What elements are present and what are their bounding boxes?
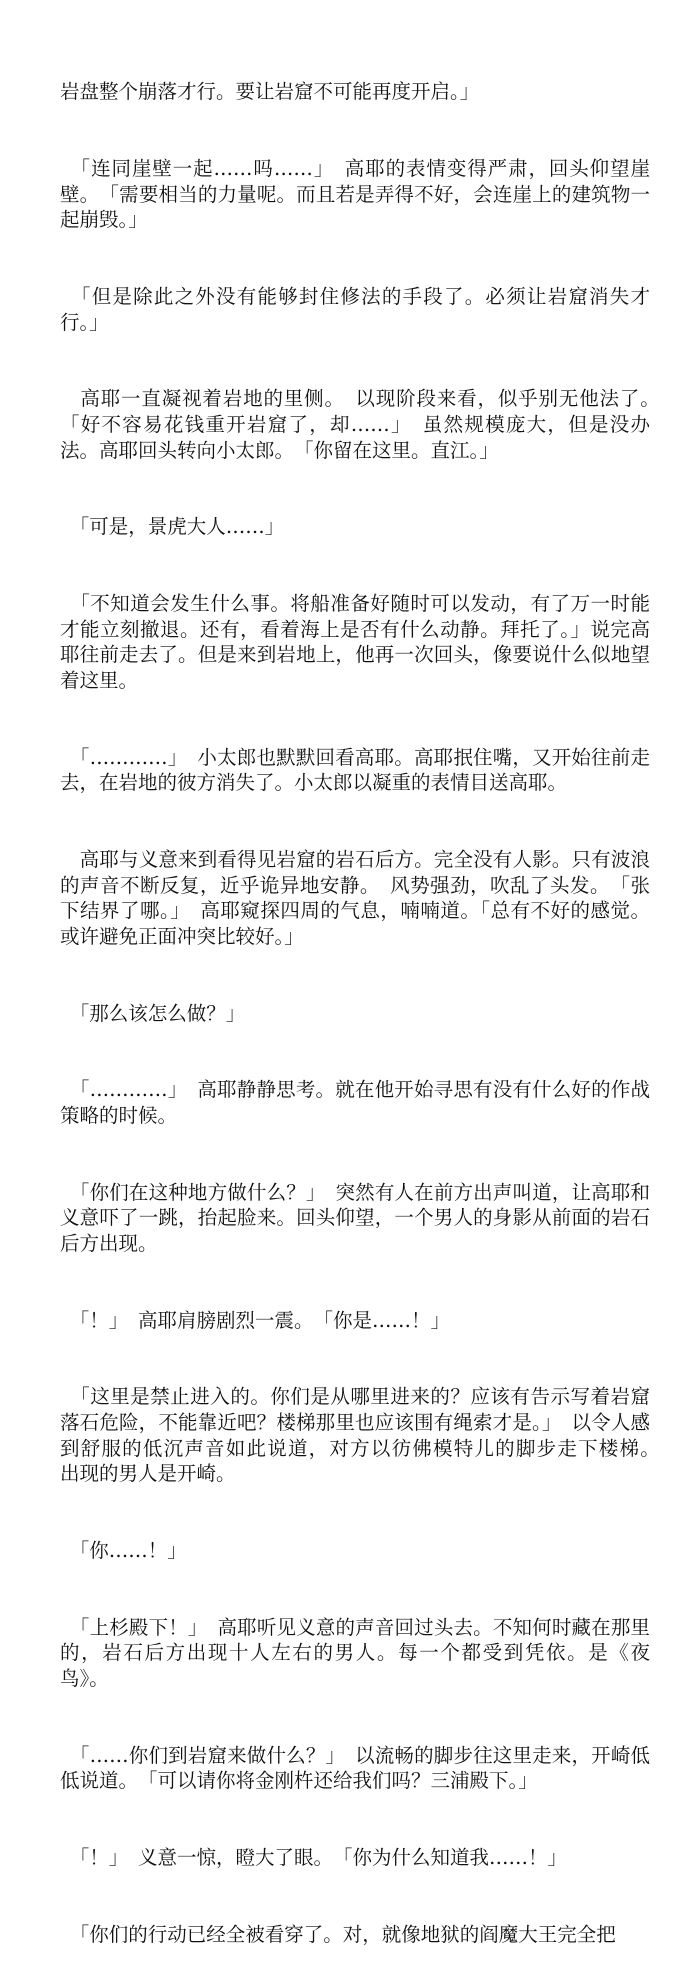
paragraph: 「这里是禁止进入的。你们是从哪里进来的？应该有告示写着岩窟落石危险，不能靠近吧？楼梯那里也应该围有绳索才是。」 以令人感到舒服的低沉声音如此说道，对方以彷佛模特儿的脚步走下楼梯。 出现的男人是开崎。 [60, 1385, 670, 1486]
paragraph: 「但是除此之外没有能够封住修法的手段了。必须让岩窟消失才行。」 [60, 284, 650, 334]
paragraph: 「那么该怎么做？」 [60, 1001, 246, 1025]
paragraph: 高耶一直凝视着岩地的里侧。 以现阶段来看，似乎别无他法了。 「好不容易花钱重开岩窟了，却……」 虽然规模庞大，但是没办法。高耶回头转向小太郎。 「你留在这里。直江。」 [60, 387, 670, 462]
paragraph: 「上杉殿下！」 高耶听见义意的声音回过头去。不知何时藏在那里的，岩石后方出现十人左右的男人。每一个都受到凭依。是《夜鸟》。 [60, 1615, 650, 1690]
paragraph: 高耶与义意来到看得见岩窟的岩石后方。完全没有人影。只有波浪的声音不断反复，近乎诡异地安静。 风势强劲，吹乱了头发。 「张下结界了哪。」 高耶窥探四周的气息，喃喃道。「总有不好的感觉。或许避免正面冲突比较好。」 [60, 848, 650, 948]
paragraph: 「……你们到岩窟来做什么？」 以流畅的脚步往这里走来，开崎低低说道。 「可以请你将金刚杵还给我们吗？三浦殿下。」 [60, 1743, 650, 1793]
paragraph: 「可是，景虎大人……」 [60, 515, 285, 539]
novel-page-text [60, 28, 670, 1973]
paragraph: 「你……！」 [60, 1539, 187, 1563]
paragraph: 「！」 高耶肩膀剧烈一震。 「你是……！」 [60, 1308, 451, 1332]
paragraph: 「不知道会发生什么事。将船准备好随时可以发动，有了万一时能才能立刻撤退。还有，看着海上是否有什么动静。拜托了。」说完高耶往前走去了。但是来到岩地上，他再一次回头，像要说什么似地望着这里。 [60, 592, 650, 692]
paragraph: 「…………」 高耶静静思考。就在他开始寻思有没有什么好的作战策略的时候。 [60, 1078, 650, 1127]
paragraph: 「你们在这种地方做什么？」 突然有人在前方出声叫道，让高耶和义意吓了一跳，抬起脸来。回头仰望，一个男人的身影从前面的岩石后方出现。 [60, 1180, 650, 1255]
paragraph: 「连同崖壁一起……吗……」 高耶的表情变得严肃，回头仰望崖壁。 「需要相当的力量呢。而且若是弄得不好，会连崖上的建筑物一起崩毁。」 [60, 156, 650, 232]
paragraph: 「！」 义意一惊，瞪大了眼。 「你为什么知道我……！」 [60, 1846, 568, 1870]
paragraph: 「你们的行动已经全被看穿了。对，就像地狱的阎魔大王完全把 [60, 1922, 616, 1946]
paragraph: 「…………」 小太郎也默默回看高耶。高耶抿住嘴，又开始往前走去，在岩地的彼方消失了。小太郎以凝重的表情目送高耶。 [60, 745, 650, 795]
paragraph: 岩盘整个崩落才行。要让岩窟不可能再度开启。」 [60, 80, 480, 104]
